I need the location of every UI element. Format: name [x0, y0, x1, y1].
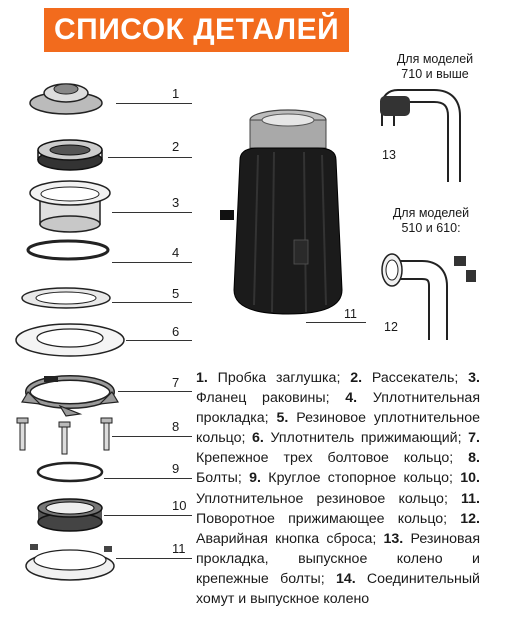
- leader-line-2: [108, 157, 192, 158]
- description-item-number: 11.: [461, 490, 480, 507]
- description-item-text: Болты;: [196, 470, 250, 487]
- leader-line-9: [104, 478, 192, 479]
- part-mounting-ring: [22, 376, 118, 416]
- description-item-text: Аварийная кнопка сброса;: [196, 530, 384, 547]
- description-item-number: 8.: [468, 450, 480, 467]
- part-snap-ring: [38, 463, 102, 481]
- description-item-number: 14.: [335, 570, 356, 587]
- part-bolts: [17, 418, 112, 454]
- part-number-5: 5: [172, 286, 180, 301]
- model-710-caption-line2: 710 и выше: [401, 67, 469, 81]
- description-item-number: 13.: [383, 530, 404, 547]
- elbow-710-callout: 13: [382, 148, 396, 162]
- part-number-2: 2: [172, 139, 180, 154]
- leader-line-4: [112, 262, 192, 263]
- description-item-text: Рассекатель;: [362, 370, 469, 386]
- part-number-6: 6: [172, 324, 180, 339]
- description-item-number: 5.: [276, 410, 289, 427]
- part-number-7: 7: [172, 375, 180, 390]
- part-number-1: 1: [172, 86, 180, 101]
- unit-callout: 11: [344, 307, 357, 321]
- part-splash-guard: [38, 140, 102, 170]
- description-item-text: Фланец раковины;: [196, 390, 346, 407]
- description-item-text: Круглое стопорное кольцо;: [260, 470, 461, 487]
- part-number-4: 4: [172, 245, 180, 260]
- model-710-caption-line1: Для моделей: [396, 52, 474, 66]
- description-item-text: Пробка заглушка;: [207, 370, 351, 386]
- description-item-number: 9.: [249, 470, 261, 487]
- model-710-caption: [380, 52, 490, 82]
- part-gasket: [28, 241, 108, 259]
- part-sink-flange: [30, 181, 110, 232]
- leader-line-6: [126, 340, 192, 341]
- description-item-text: Уплотнительное резиновое кольцо;: [196, 490, 462, 507]
- parts-illustration: [0, 0, 200, 600]
- leader-line-8: [112, 436, 192, 437]
- description-item-text: Уплотнительная прокладка;: [196, 390, 480, 427]
- leader-line-3: [112, 212, 192, 213]
- description-item-text: Резиновое уплотнительное кольцо;: [196, 410, 480, 447]
- leader-line-5: [112, 302, 192, 303]
- description-item-number: 7.: [468, 430, 480, 447]
- description-item-number: 6.: [252, 430, 264, 447]
- description-item-text: Крепежное трех болтовое кольцо;: [196, 450, 469, 467]
- leader-line-11: [116, 558, 192, 559]
- description-item-number: 3.: [468, 370, 480, 386]
- model-510-caption: [376, 206, 486, 236]
- part-number-3: 3: [172, 195, 180, 210]
- disposer-unit-illustration: [218, 100, 358, 330]
- part-pressure-seal: [16, 324, 124, 356]
- leader-line-1: [116, 103, 192, 104]
- description-item-text: Соединительный хомут и выпускное колено: [196, 570, 480, 608]
- part-rubber-seal-ring: [38, 499, 102, 531]
- parts-description: [196, 368, 480, 609]
- description-item-number: 10.: [460, 470, 480, 487]
- elbow-510-callout: 12: [384, 320, 398, 334]
- part-rotating-ring: [26, 544, 114, 580]
- leader-line-7: [118, 391, 192, 392]
- part-number-10: 10: [172, 498, 187, 513]
- elbow-710-illustration: [374, 86, 484, 186]
- part-number-8: 8: [172, 419, 180, 434]
- part-number-9: 9: [172, 461, 180, 476]
- model-510-caption-line2: 510 и 610:: [401, 221, 461, 235]
- description-item-text: Уплотнитель прижимающий;: [263, 430, 469, 447]
- model-510-caption-line1: Для моделей: [392, 206, 470, 220]
- description-item-text: Резиновая прокладка, выпускное колено и крепежные болты;: [196, 530, 481, 587]
- unit-leader-line: [306, 322, 366, 323]
- description-item-number: 1.: [196, 370, 208, 386]
- page-title: СПИСОК ДЕТАЛЕЙ: [44, 8, 349, 52]
- description-item-number: 12.: [460, 510, 480, 527]
- part-number-11: 11: [172, 541, 186, 556]
- description-item-number: 4.: [345, 390, 358, 407]
- description-item-text: Поворотное прижимающее кольцо;: [196, 510, 461, 527]
- part-rubber-ring: [22, 288, 110, 308]
- part-stopper: [30, 84, 102, 114]
- description-item-number: 2.: [350, 370, 363, 386]
- leader-line-10: [104, 515, 192, 516]
